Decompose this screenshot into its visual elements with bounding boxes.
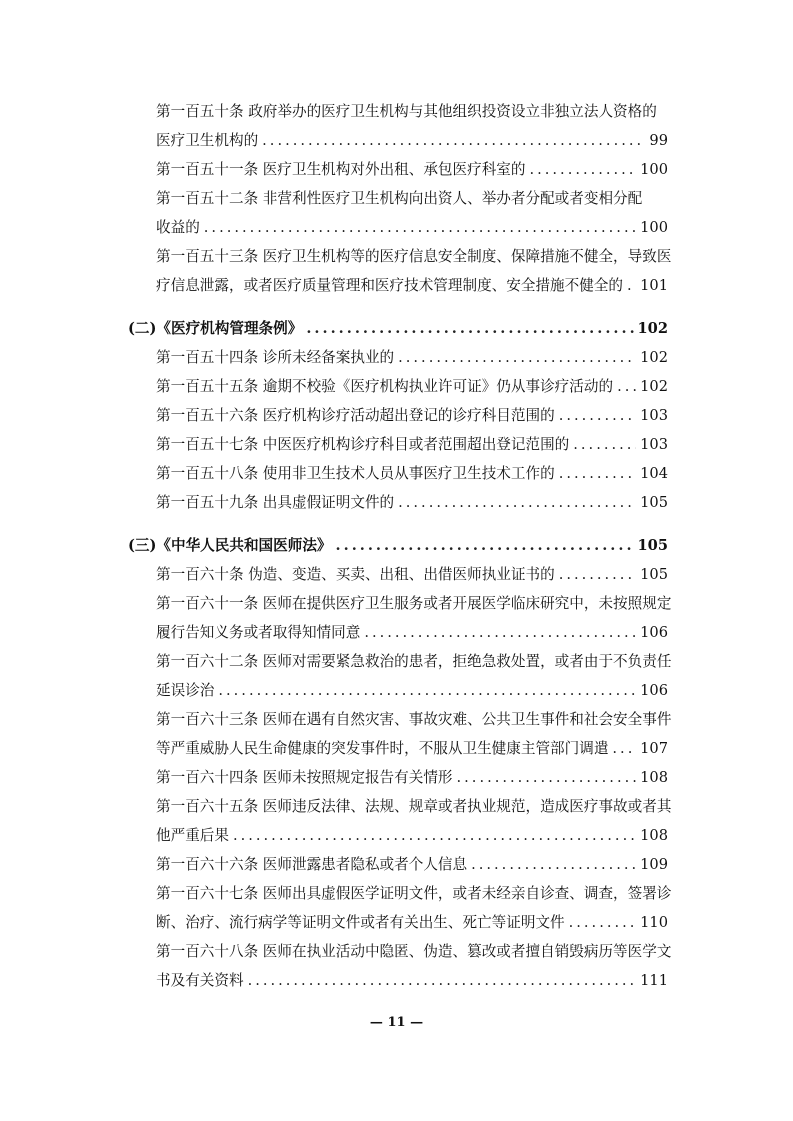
toc-entry-165-line1: 第一百六十五条 医师违反法律、法规、规章或者执业规范，造成医疗事故或者其 <box>156 798 672 815</box>
toc-entry-160[interactable] <box>128 560 668 589</box>
toc-entry-150-line1: 第一百五十条 政府举办的医疗卫生机构与其他组织投资设立非独立法人资格的 <box>156 103 657 120</box>
toc-entry-165-line2[interactable] <box>128 821 668 850</box>
toc-section-3[interactable] <box>128 531 668 560</box>
toc-entry-text: 医疗卫生机构的 <box>156 132 259 149</box>
leader-dots <box>248 966 637 995</box>
toc-entry-text: 第一百六十条 伪造、变造、买卖、出租、出借医师执业证书的 <box>156 566 555 583</box>
toc-entry-text: 他严重后果 <box>156 827 229 844</box>
toc-page-number: 107 <box>640 740 668 757</box>
toc-entry-162-line2[interactable] <box>128 676 668 705</box>
leader-dots <box>559 401 636 430</box>
toc-page-number: 108 <box>640 827 668 844</box>
toc-entry-text: 第一百五十八条 使用非卫生技术人员从事医疗卫生技术工作的 <box>156 465 555 482</box>
toc-entry-text: 第一百五十四条 诊所未经备案执业的 <box>156 349 395 366</box>
leader-dots <box>218 676 636 705</box>
toc-page-number: 100 <box>640 161 668 178</box>
toc-entry-153-line1: 第一百五十三条 医疗卫生机构等的医疗信息安全制度、保障措施不健全，导致医 <box>156 248 672 265</box>
section-title: (二)《医疗机构管理条例》 <box>128 320 303 337</box>
toc-entry-167-line1: 第一百六十七条 医师出具虚假医学证明文件，或者未经亲自诊查、调查，签署诊 <box>156 885 672 902</box>
toc-entry-167-line2[interactable] <box>128 908 668 937</box>
toc-page-number: 108 <box>640 769 668 786</box>
leader-dots <box>559 560 636 589</box>
leader-dots <box>398 488 636 517</box>
toc-section-2[interactable] <box>128 314 668 343</box>
toc-page-number: 103 <box>640 436 668 453</box>
toc-entry-text: 第一百六十四条 医师未按照规定报告有关情形 <box>156 769 453 786</box>
toc-entry-161-line2[interactable] <box>128 618 668 647</box>
leader-dots <box>306 314 633 343</box>
page-number-footer: — 11 — <box>369 1015 424 1030</box>
toc-entry-text: 延误诊治 <box>156 682 215 699</box>
toc-entry-163-line1: 第一百六十三条 医师在遇有自然灾害、事故灾难、公共卫生事件和社会安全事件 <box>156 711 672 728</box>
toc-page-number: 102 <box>640 378 668 395</box>
toc-page-number: 105 <box>637 537 668 554</box>
toc-entry-162-line1: 第一百六十二条 医师对需要紧急救治的患者，拒绝急救处置，或者由于不负责任 <box>156 653 672 670</box>
toc-entry-text: 书及有关资料 <box>156 972 244 989</box>
toc-entry-153-line2[interactable] <box>128 271 668 300</box>
toc-page-number: 110 <box>640 914 668 931</box>
section-title: (三)《中华人民共和国医师法》 <box>128 537 332 554</box>
leader-dots <box>204 213 636 242</box>
leader-dots <box>612 734 636 763</box>
toc-page-number: 109 <box>640 856 668 873</box>
leader-dots <box>617 372 636 401</box>
leader-dots <box>457 763 637 792</box>
leader-dots <box>398 343 636 372</box>
toc-entry-159[interactable] <box>128 488 668 517</box>
toc-entry-154[interactable] <box>128 343 668 372</box>
toc-page-number: 104 <box>640 465 668 482</box>
section-gap <box>128 300 668 314</box>
toc-entry-text: 收益的 <box>156 219 200 236</box>
toc-entry-156[interactable] <box>128 401 668 430</box>
leader-dots <box>471 850 636 879</box>
toc-page-number: 102 <box>640 349 668 366</box>
toc-entry-151[interactable] <box>128 155 668 184</box>
leader-dots <box>569 908 637 937</box>
toc-entry-text: 疗信息泄露，或者医疗质量管理和医疗技术管理制度、安全措施不健全的 <box>156 277 624 294</box>
toc-entry-168-line1: 第一百六十八条 医师在执业活动中隐匿、伪造、篡改或者擅自销毁病历等医学文 <box>156 943 672 960</box>
toc-entry-152-line1: 第一百五十二条 非营利性医疗卫生机构向出资人、举办者分配或者变相分配 <box>156 190 643 207</box>
toc-entry-text: 断、治疗、流行病学等证明文件或者有关出生、死亡等证明文件 <box>156 914 565 931</box>
leader-dots <box>233 821 636 850</box>
toc-entry-text: 第一百五十一条 医疗卫生机构对外出租、承包医疗科室的 <box>156 161 526 178</box>
toc-page-number: 100 <box>640 219 668 236</box>
toc-entry-text: 第一百五十五条 逾期不校验《医疗机构执业许可证》仍从事诊疗活动的 <box>156 378 614 395</box>
section-gap <box>128 517 668 531</box>
toc-entry-163-line2[interactable] <box>128 734 668 763</box>
toc-entry-166[interactable] <box>128 850 668 879</box>
toc-entry-text: 第一百五十七条 中医医疗机构诊疗科目或者范围超出登记范围的 <box>156 436 570 453</box>
toc-entry-text: 第一百六十六条 医师泄露患者隐私或者个人信息 <box>156 856 468 873</box>
toc-page-number: 102 <box>637 320 668 337</box>
leader-dots <box>530 155 637 184</box>
toc-page-number: 105 <box>640 566 668 583</box>
leader-dots <box>336 531 634 560</box>
toc-entry-150-line2[interactable] <box>128 126 668 155</box>
toc-entry-161-line1: 第一百六十一条 医师在提供医疗卫生服务或者开展医学临床研究中，未按照规定 <box>156 595 672 612</box>
toc-page-number: 103 <box>640 407 668 424</box>
leader-dots <box>364 618 636 647</box>
leader-dots <box>573 430 636 459</box>
toc-page-number: 111 <box>640 972 668 989</box>
toc-entry-text: 等严重威胁人民生命健康的突发事件时，不服从卫生健康主管部门调遣 <box>156 740 609 757</box>
leader-dots <box>627 271 636 300</box>
leader-dots <box>559 459 636 488</box>
toc-entry-text: 第一百五十九条 出具虚假证明文件的 <box>156 494 395 511</box>
toc-entry-text: 履行告知义务或者取得知情同意 <box>156 624 361 641</box>
toc-entry-168-line2[interactable] <box>128 966 668 995</box>
toc-page-number: 101 <box>640 277 668 294</box>
toc-entry-152-line2[interactable] <box>128 213 668 242</box>
leader-dots <box>262 126 645 155</box>
toc-page-number: 99 <box>649 132 668 149</box>
toc-page-number: 106 <box>640 624 668 641</box>
toc-page-number: 106 <box>640 682 668 699</box>
toc-entry-text: 第一百五十六条 医疗机构诊疗活动超出登记的诊疗科目范围的 <box>156 407 555 424</box>
toc-entry-164[interactable] <box>128 763 668 792</box>
toc-page-number: 105 <box>640 494 668 511</box>
toc-entry-155[interactable] <box>128 372 668 401</box>
toc-entry-157[interactable] <box>128 430 668 459</box>
table-of-contents <box>128 97 672 995</box>
toc-entry-158[interactable] <box>128 459 668 488</box>
